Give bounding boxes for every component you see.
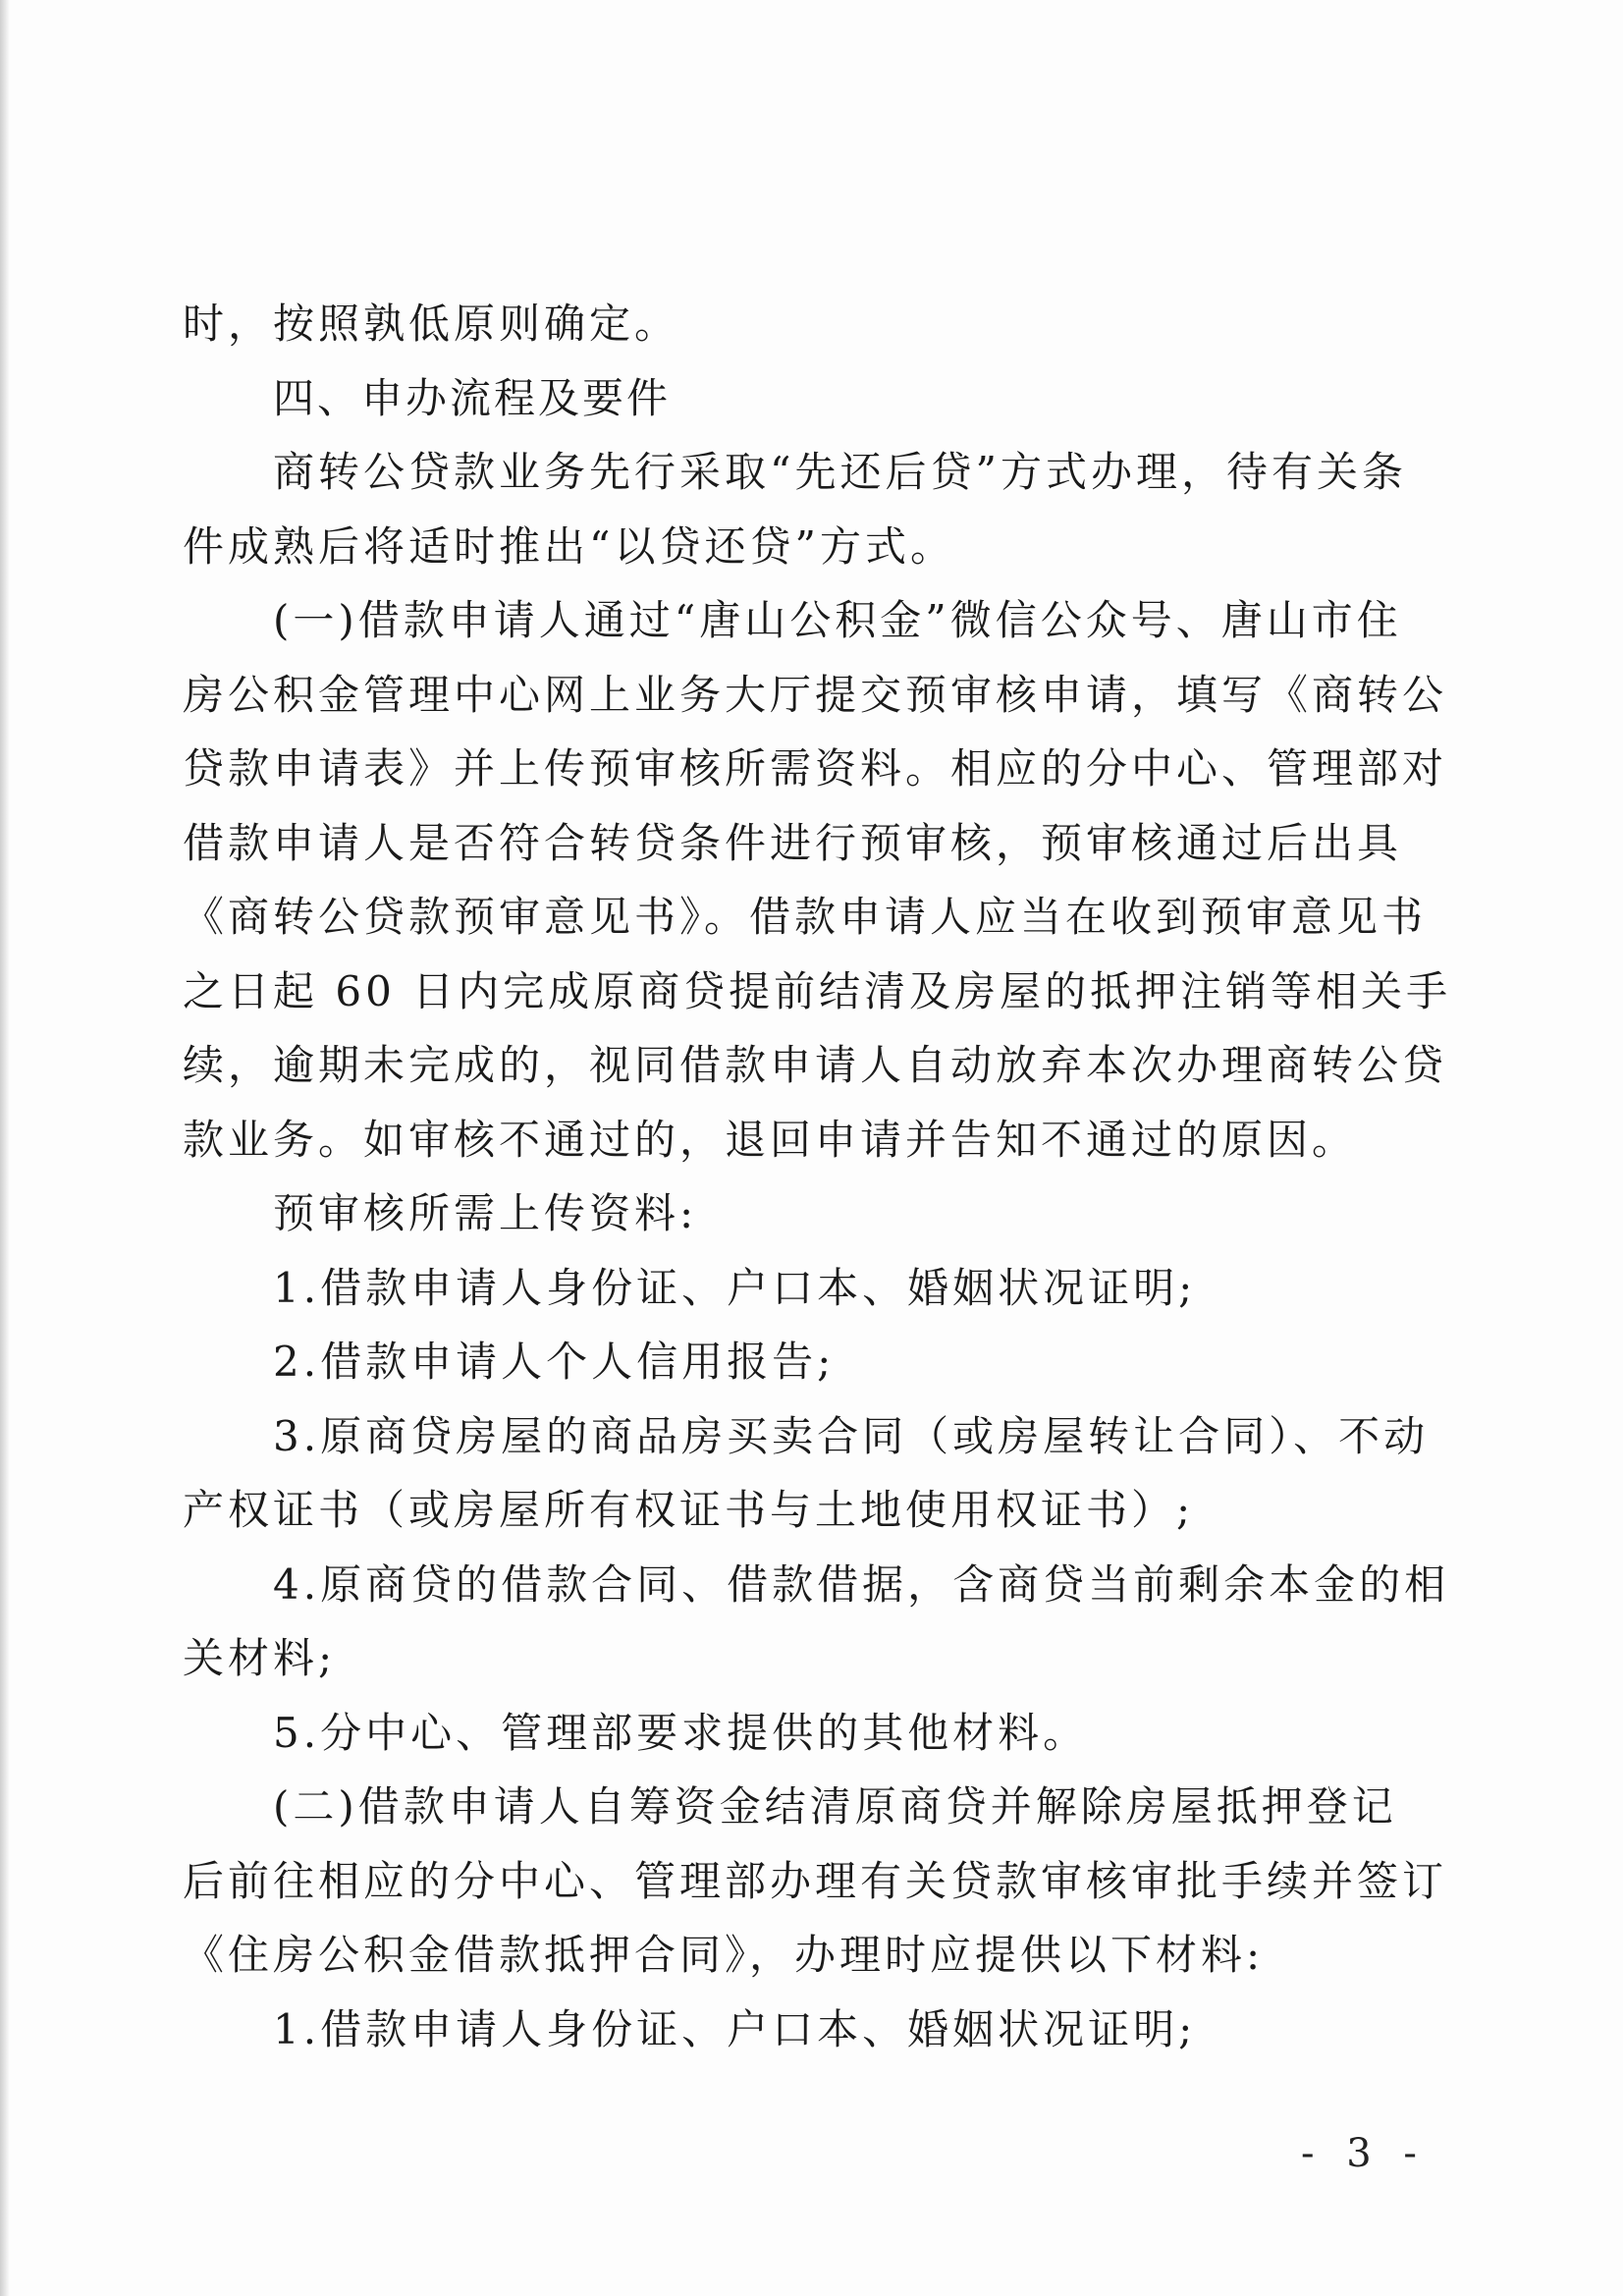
paragraph-line: 商转公贷款业务先行采取“先还后贷”方式办理，待有关条 [273, 448, 1407, 496]
list-item: 1.借款申请人身份证、户口本、婚姻状况证明; [273, 1263, 1197, 1312]
list-item: 1.借款申请人身份证、户口本、婚姻状况证明; [273, 2004, 1197, 2053]
body-text [183, 287, 1452, 2066]
paragraph-line: 之日起 60 日内完成原商贷提前结清及房屋的抵押注销等相关手 [183, 966, 1452, 1015]
page-number: - 3 - [1301, 2131, 1427, 2176]
paragraph-line: 时，按照孰低原则确定。 [183, 300, 680, 348]
paragraph-line: (二)借款申请人自筹资金结清原商贷并解除房屋抵押登记 [273, 1782, 1397, 1831]
list-item: 产权证书（或房屋所有权证书与土地使用权证书）; [183, 1486, 1195, 1534]
section-heading: 四、申办流程及要件 [273, 373, 672, 422]
paragraph-line: 续，逾期未完成的，视同借款申请人自动放弃本次办理商转公贷 [183, 1041, 1448, 1089]
paragraph-line: 后前往相应的分中心、管理部办理有关贷款审核审批手续并签订 [183, 1856, 1448, 1905]
scan-edge [0, 0, 10, 2296]
paragraph-line: 房公积金管理中心网上业务大厅提交预审核申请，填写《商转公 [183, 670, 1448, 719]
list-item: 关材料; [183, 1634, 337, 1682]
paragraph-line: 《商转公贷款预审意见书》。借款申请人应当在收到预审意见书 [183, 893, 1428, 941]
list-item: 2.借款申请人个人信用报告; [273, 1338, 836, 1386]
paragraph-line: 款业务。如审核不通过的，退回申请并告知不通过的原因。 [183, 1115, 1358, 1164]
paragraph-line: (一)借款申请人通过“唐山公积金”微信公众号、唐山市住 [273, 596, 1402, 644]
paragraph-line: 借款申请人是否符合转贷条件进行预审核，预审核通过后出具 [183, 818, 1403, 867]
paragraph-line: 预审核所需上传资料: [273, 1189, 698, 1237]
list-item: 3.原商贷房屋的商品房买卖合同（或房屋转让合同）、不动 [273, 1411, 1430, 1460]
paragraph-line: 《住房公积金借款抵押合同》，办理时应提供以下材料: [183, 1931, 1265, 1979]
list-item: 4.原商贷的借款合同、借款借据，含商贷当前剩余本金的相 [273, 1559, 1450, 1609]
paragraph-line: 件成熟后将适时推出“以贷还贷”方式。 [183, 521, 955, 571]
paragraph-line: 贷款申请表》并上传预审核所需资料。相应的分中心、管理部对 [183, 744, 1448, 793]
list-item: 5.分中心、管理部要求提供的其他材料。 [273, 1708, 1089, 1757]
